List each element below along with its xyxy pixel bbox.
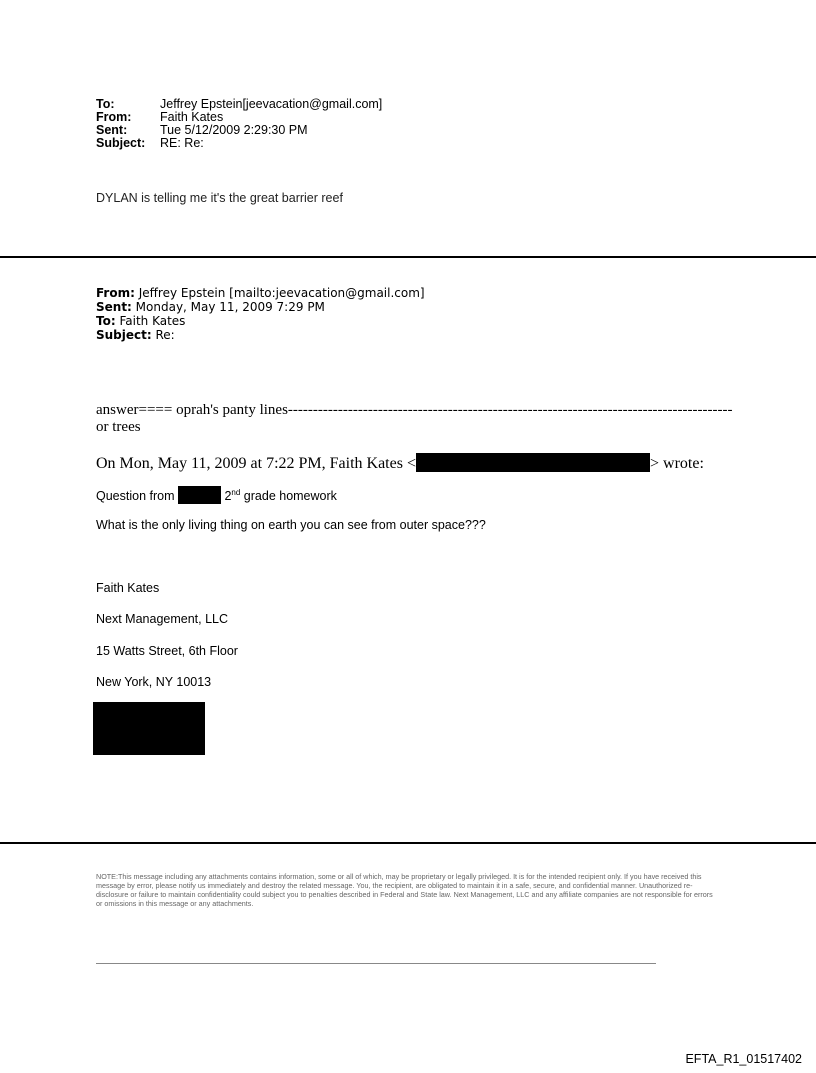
subject-label: Subject: <box>96 136 146 150</box>
quoted-from-label: From: <box>96 286 135 300</box>
quoted-sent-value: Monday, May 11, 2009 7:29 PM <box>131 300 325 314</box>
footer-rule <box>96 963 656 964</box>
on-wrote-line <box>96 453 704 473</box>
quoted-subject-label: Subject: <box>96 328 152 342</box>
signature-company: Next Management, LLC <box>96 612 229 626</box>
from-label: From: <box>96 110 132 124</box>
quoted-to-value: Faith Kates <box>115 314 186 328</box>
quoted-sent-label: Sent: <box>96 300 132 314</box>
divider <box>0 256 816 258</box>
divider <box>0 842 816 844</box>
question-prefix: Question from <box>96 489 178 503</box>
email-body: DYLAN is telling me it's the great barrier reef <box>96 191 343 205</box>
on-wrote-prefix: On Mon, May 11, 2009 at 7:22 PM, Faith Kates < <box>96 455 416 472</box>
question-from-line <box>96 486 337 504</box>
confidentiality-note: NOTE:This message including any attachments contains information, some or all of which, may be proprietary or legally privileged. It is for the intended recipient only. If you have received this message by error, please notify us immediately and destroy the related message. You, the recipient, are obligated to maintain it in a safe, secure, and confidential manner. Unauthorized re-disclosure or failure to maintain confidentiality could subject you to penalties described in Federal and State law. Next Management, LLC and any affiliate companies are not responsible for errors or omissions in this message or any attachments. <box>96 872 713 908</box>
quoted-to-label: To: <box>96 314 116 328</box>
sent-label: Sent: <box>96 123 128 137</box>
document-id: EFTA_R1_01517402 <box>685 1052 802 1066</box>
from-value: Faith Kates <box>160 110 224 124</box>
redacted-name <box>178 486 221 504</box>
reply-line-2: or trees <box>96 419 141 435</box>
quoted-from-value: Jeffrey Epstein [mailto:jeevacation@gmail.com] <box>134 286 425 300</box>
on-wrote-suffix: > wrote: <box>649 455 704 472</box>
question-text: What is the only living thing on earth you can see from outer space??? <box>96 518 486 532</box>
signature-city: New York, NY 10013 <box>96 675 212 689</box>
reply-line-1: answer==== oprah's panty lines----------------------------------------------------------------------------------------- <box>96 402 733 418</box>
to-label: To: <box>96 97 115 111</box>
quoted-subject-value: Re: <box>151 328 175 342</box>
sent-value: Tue 5/12/2009 2:29:30 PM <box>160 123 308 137</box>
signature-street: 15 Watts Street, 6th Floor <box>96 644 238 658</box>
quoted-header <box>96 286 425 342</box>
grade-suffix: grade homework <box>240 489 337 503</box>
to-value: Jeffrey Epstein[jeevacation@gmail.com] <box>160 97 383 111</box>
subject-value: RE: Re: <box>160 136 204 150</box>
grade-sup: nd <box>231 487 241 497</box>
grade-num: 2 <box>224 489 232 503</box>
redacted-block <box>93 702 205 755</box>
redacted-email <box>416 453 650 472</box>
email-header <box>96 98 382 150</box>
signature-name: Faith Kates <box>96 581 160 595</box>
